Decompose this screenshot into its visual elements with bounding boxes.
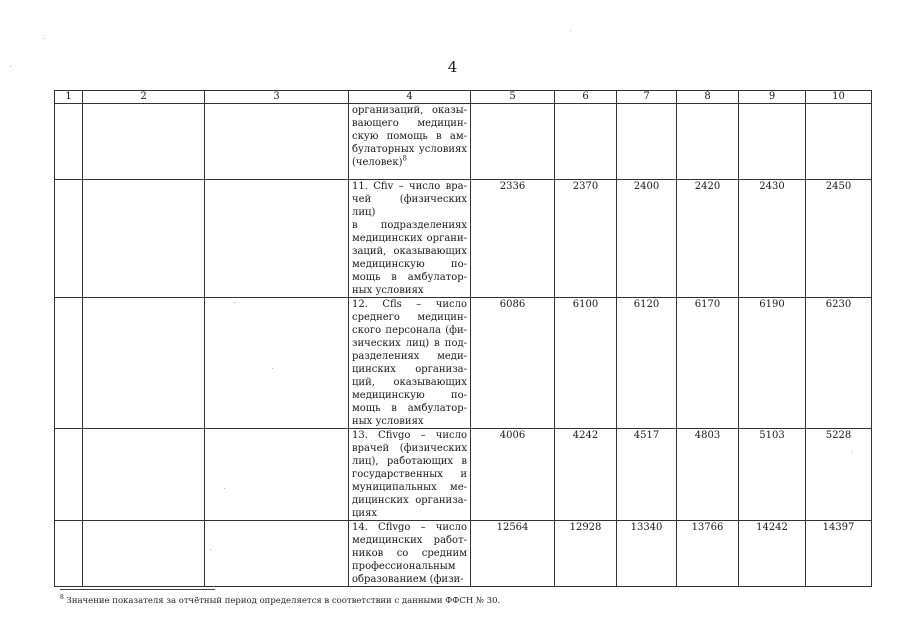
indicator-table bbox=[54, 90, 872, 587]
scan-speck bbox=[570, 30, 571, 31]
table-body bbox=[55, 104, 872, 587]
description-line: ных условиях bbox=[352, 285, 424, 296]
description-line: цинских организа- bbox=[352, 364, 467, 375]
description-line-text: (человек) bbox=[352, 157, 403, 168]
description-line: медицинских органи- bbox=[352, 233, 467, 244]
empty-cell bbox=[83, 298, 205, 429]
value-cell: 2400 bbox=[617, 180, 677, 298]
column-header: 5 bbox=[471, 91, 555, 104]
column-header: 6 bbox=[555, 91, 617, 104]
empty-cell bbox=[205, 180, 349, 298]
value-cell: 6230 bbox=[806, 298, 872, 429]
footnote-text: Значение показателя за отчётный период определяется в соответствии с данными ФФСН № 30. bbox=[66, 596, 501, 606]
description-line: врачей (физических bbox=[352, 443, 467, 454]
value-cell: 6086 bbox=[471, 298, 555, 429]
column-header: 8 bbox=[677, 91, 739, 104]
value-cell: 13766 bbox=[677, 521, 739, 587]
description-line: мощь в амбулатор- bbox=[352, 272, 467, 283]
empty-cell bbox=[205, 104, 349, 180]
value-cell bbox=[471, 104, 555, 180]
description-line: в подразделениях bbox=[352, 220, 467, 231]
empty-cell bbox=[205, 429, 349, 521]
scan-speck bbox=[852, 452, 853, 453]
description-line: лиц), работающих в bbox=[352, 456, 467, 467]
description-line: образованием (физи- bbox=[352, 574, 464, 585]
scan-speck bbox=[44, 38, 45, 39]
value-cell: 6100 bbox=[555, 298, 617, 429]
value-cell: 4242 bbox=[555, 429, 617, 521]
description-line: профессиональным bbox=[352, 561, 456, 572]
value-cell bbox=[555, 104, 617, 180]
scan-speck bbox=[224, 488, 225, 489]
value-cell bbox=[617, 104, 677, 180]
empty-cell bbox=[55, 298, 83, 429]
column-header: 10 bbox=[806, 91, 872, 104]
column-header: 9 bbox=[739, 91, 806, 104]
value-cell: 12928 bbox=[555, 521, 617, 587]
empty-cell bbox=[55, 104, 83, 180]
empty-cell bbox=[55, 180, 83, 298]
empty-cell bbox=[83, 521, 205, 587]
footnote bbox=[60, 596, 500, 606]
footnote-marker: 8 bbox=[60, 594, 64, 602]
value-cell: 14242 bbox=[739, 521, 806, 587]
table-row bbox=[55, 429, 872, 521]
footnote-divider bbox=[60, 589, 215, 590]
column-header: 2 bbox=[83, 91, 205, 104]
value-cell: 14397 bbox=[806, 521, 872, 587]
value-cell: 2430 bbox=[739, 180, 806, 298]
description-line: медицинских работ- bbox=[352, 535, 467, 546]
description-line: ций, оказывающих bbox=[352, 377, 467, 388]
column-header: 3 bbox=[205, 91, 349, 104]
header-row bbox=[55, 91, 872, 104]
description-line bbox=[352, 156, 467, 169]
description-line: ных условиях bbox=[352, 416, 424, 427]
indicator-description bbox=[349, 521, 471, 587]
description-line: булаторных условиях bbox=[352, 144, 467, 155]
description-line: медицинскую по- bbox=[352, 259, 467, 270]
value-cell: 12564 bbox=[471, 521, 555, 587]
column-header: 1 bbox=[55, 91, 83, 104]
column-header: 7 bbox=[617, 91, 677, 104]
value-cell bbox=[806, 104, 872, 180]
description-line: мощь в амбулатор- bbox=[352, 403, 467, 414]
description-line: муниципальных ме- bbox=[352, 482, 467, 493]
description-line: организаций, оказы- bbox=[352, 105, 467, 116]
empty-cell bbox=[83, 104, 205, 180]
empty-cell bbox=[205, 298, 349, 429]
value-cell: 2336 bbox=[471, 180, 555, 298]
table-row bbox=[55, 104, 872, 180]
description-line: дицинских организа- bbox=[352, 495, 467, 506]
empty-cell bbox=[83, 429, 205, 521]
description-line: чей (физических лиц) bbox=[352, 194, 467, 218]
empty-cell bbox=[55, 429, 83, 521]
value-cell: 4006 bbox=[471, 429, 555, 521]
description-line: медицинскую по- bbox=[352, 390, 467, 401]
description-line: скую помощь в ам- bbox=[352, 131, 467, 142]
value-cell: 4517 bbox=[617, 429, 677, 521]
scan-speck bbox=[210, 549, 211, 550]
empty-cell bbox=[55, 521, 83, 587]
value-cell: 2450 bbox=[806, 180, 872, 298]
value-cell: 4803 bbox=[677, 429, 739, 521]
value-cell: 6170 bbox=[677, 298, 739, 429]
description-line: ского персонала (фи- bbox=[352, 325, 467, 336]
scan-speck bbox=[234, 302, 235, 303]
value-cell: 13340 bbox=[617, 521, 677, 587]
empty-cell bbox=[205, 521, 349, 587]
description-line: 11. Cfiv – число вра- bbox=[352, 181, 467, 192]
description-line: разделениях меди- bbox=[352, 351, 467, 362]
value-cell: 5228 bbox=[806, 429, 872, 521]
description-line: 12. Cfls – число bbox=[352, 299, 467, 310]
description-line: 14. Cflvgo – число bbox=[352, 522, 467, 533]
page-number: 4 bbox=[447, 58, 458, 76]
table-row bbox=[55, 298, 872, 429]
value-cell: 5103 bbox=[739, 429, 806, 521]
indicator-description bbox=[349, 298, 471, 429]
table-row bbox=[55, 521, 872, 587]
footnote-ref: 8 bbox=[402, 154, 407, 163]
description-line: государственных и bbox=[352, 469, 467, 480]
indicator-description bbox=[349, 429, 471, 521]
value-cell bbox=[739, 104, 806, 180]
indicator-description bbox=[349, 180, 471, 298]
value-cell: 2420 bbox=[677, 180, 739, 298]
value-cell: 6120 bbox=[617, 298, 677, 429]
description-line: циях bbox=[352, 508, 378, 519]
description-line: вающего медицин- bbox=[352, 118, 467, 129]
description-line: заций, оказывающих bbox=[352, 246, 467, 257]
table-row bbox=[55, 180, 872, 298]
column-header: 4 bbox=[349, 91, 471, 104]
value-cell bbox=[677, 104, 739, 180]
value-cell: 6190 bbox=[739, 298, 806, 429]
description-line: среднего медицин- bbox=[352, 312, 467, 323]
scan-speck bbox=[10, 66, 11, 67]
description-line: зических лиц) в под- bbox=[352, 338, 467, 349]
indicator-description bbox=[349, 104, 471, 180]
value-cell: 2370 bbox=[555, 180, 617, 298]
description-line: 13. Cfivgo – число bbox=[352, 430, 467, 441]
empty-cell bbox=[83, 180, 205, 298]
description-line: ников со средним bbox=[352, 548, 467, 559]
scan-speck bbox=[272, 368, 273, 369]
